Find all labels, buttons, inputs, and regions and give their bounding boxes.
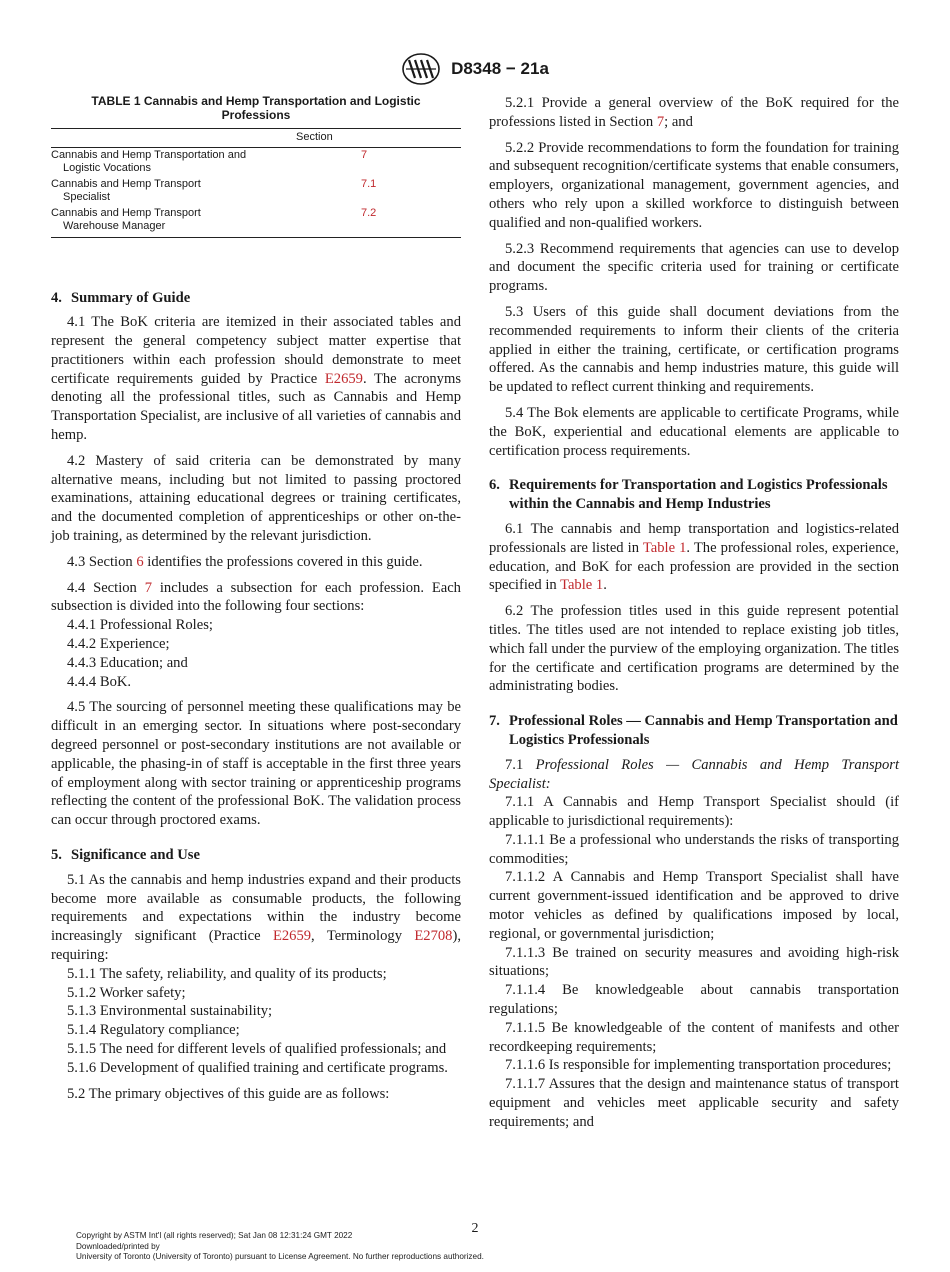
paragraph-5-2-3: 5.2.3 Recommend requirements that agencies can use to develop and document the specific criteria used for training or certificate programs. (489, 240, 899, 295)
page-header (0, 52, 950, 86)
paragraph-5-2: 5.2 The primary objectives of this guide are as follows: (67, 1085, 390, 1102)
paragraph-4-2: 4.2 Mastery of said criteria can be demonstrated by many alternative means, including but not limited to passing proctored examinations, attaining educational degrees or training certificates, and the documented completion of apprenticeships or other on-the-job training, as determined by the relevant jurisdiction. (51, 452, 461, 545)
list-item: 7.1.1.3 Be trained on security measures and avoiding high-risk situations; (489, 944, 899, 980)
list-item: 7.1.1.1 Be a professional who understands the risks of transporting commodities; (489, 831, 899, 867)
list-item: 5.1.3 Environmental sustainability; (67, 1003, 273, 1020)
paragraph-5-1: 5.1 As the cannabis and hemp industries expand and their products become more available as consumable products, the following requirements and expectations within the industry become increasingly significant (Practice E2659, Terminology E2708), requiring: (51, 871, 461, 963)
paragraph-4-3: 4.3 Section 6 identifies the professions covered in this guide. (67, 553, 423, 570)
list-item: 4.4.3 Education; and (67, 654, 188, 671)
list-item: 5.1.2 Worker safety; (67, 984, 186, 1001)
table-title: TABLE 1 Cannabis and Hemp Transportation and Logistic Professions (91, 94, 421, 122)
list-item: 7.1.1.6 Is responsible for implementing transportation procedures; (505, 1057, 892, 1074)
paragraph-6-2: 6.2 The profession titles used in this guide represent potential titles. The titles used are not intended to replace existing job titles, which fall under the purview of the employing organization. The titles for the certificate and certification programs are determined by the administrating bodies. (489, 603, 900, 695)
table-row: Cannabis and Hemp Transport Warehouse Manager 7.2 (51, 206, 461, 238)
link-e2708[interactable]: E2708 (414, 928, 453, 945)
paragraph-5-2-1: 5.2.1 Provide a general overview of the BoK required for the professions listed in Section 7; and (489, 95, 899, 130)
paragraph-5-3: 5.3 Users of this guide shall document deviations from the recommended requirements to inform their clients of the criteria applied in either the training, certificate, or certification programs offered. As the cannabis and hemp industries mature, this guide will be updated to reflect current thinking and requirements. (489, 303, 899, 396)
list-item: 4.4.2 Experience; (67, 636, 170, 653)
list-item: 7.1.1 A Cannabis and Hemp Transport Specialist should (if applicable to jurisdictional requirements): (489, 794, 899, 830)
link-e2659[interactable]: E2659 (272, 928, 312, 945)
list-item: 4.4.1 Professional Roles; (67, 617, 213, 634)
link-table-1[interactable]: Table 1 (560, 577, 604, 594)
section-4-heading: 4. Summary of Guide (51, 289, 191, 306)
link-section-7[interactable]: 7 (144, 579, 152, 596)
copyright-footer: Copyright by ASTM Int'l (all rights reserved); Sat Jan 08 12:31:24 GMT 2022 Downloaded/printed by University of Toronto (University of Toronto) pursuant to License Agreement. No further reproductions authorized. (76, 1231, 484, 1261)
list-item: 5.1.4 Regulatory compliance; (67, 1022, 240, 1039)
paragraph-5-4: 5.4 The Bok elements are applicable to certificate Programs, while the BoK, experiential and educational elements are applicable to certification process requirements. (489, 404, 899, 459)
list-item: 4.4.4 BoK. (67, 673, 132, 690)
link-e2659[interactable]: E2659 (324, 370, 363, 387)
list-item: 5.1.1 The safety, reliability, and quality of its products; (67, 965, 387, 982)
list-item: 7.1.1.5 Be knowledgeable of the content of manifests and other recordkeeping requirements; (489, 1019, 899, 1055)
page-number: 2 (471, 1221, 479, 1236)
list-item: 5.1.5 The need for different levels of qualified professionals; and (67, 1040, 447, 1057)
astm-logo-icon (401, 52, 441, 86)
link-section-7[interactable]: 7 (656, 113, 665, 130)
left-column (51, 94, 461, 1110)
document-id: D8348 − 21a (451, 59, 549, 78)
list-item: 7.1.1.4 Be knowledgeable about cannabis transportation regulations; (489, 982, 899, 1018)
section-7-heading: 7. Professional Roles — Cannabis and Hemp Transportation and Logistics Professionals (489, 713, 898, 748)
table-row: Cannabis and Hemp Transportation and Logistic Vocations 7 (51, 147, 461, 177)
paragraph-4-5: 4.5 The sourcing of personnel meeting these qualifications may be difficult in an emerging sector. In situations where post-secondary degreed personnel or post-secondary institutions are not available or applicable, the phasing-in of staff is acceptable in the first three years of employment along with sector training or apprenticeship programs reflecting the content of the professional BoK. The validation process can occur through proctored exams. (51, 699, 461, 829)
list-item: 7.1.1.7 Assures that the design and maintenance status of transport equipment and vehicles meet applicable security and safety requirements; and (489, 1076, 899, 1130)
table-link-section[interactable]: 7 (361, 148, 368, 161)
paragraph-7-1: 7.1 Professional Roles — Cannabis and Hemp Transport Specialist: (489, 756, 899, 792)
table-row: Cannabis and Hemp Transport Specialist 7.1 (51, 177, 461, 206)
section-5-heading: 5. Significance and Use (51, 847, 200, 864)
link-table-1[interactable]: Table 1 (642, 539, 687, 556)
professions-table (51, 128, 461, 238)
paragraph-4-4: 4.4 Section 7 includes a subsection for each profession. Each subsection is divided into the following four sections: (51, 579, 461, 615)
list-item: 7.1.1.2 A Cannabis and Hemp Transport Specialist shall have current government-issued identification and be approved to drive motor vehicles as defined by qualifications imposed by local, regional, or governmental jurisdiction; (489, 869, 899, 942)
paragraph-6-1: 6.1 The cannabis and hemp transportation and logistics-related professionals are listed in Table 1. The professional roles, experience, education, and BoK for each profession are provided in the section specified in Table 1. (489, 520, 899, 594)
link-section-6[interactable]: 6 (136, 553, 144, 570)
table-header-section: Section (51, 129, 461, 148)
list-item: 5.1.6 Development of qualified training and certificate programs. (67, 1059, 448, 1076)
paragraph-5-2-2: 5.2.2 Provide recommendations to form the foundation for training and subsequent recognition/certificate systems that enable consumers, employers, organizational management, government agencies, and others who rely upon a skilled workforce to distinguish between qualified and non-qualified workers. (489, 139, 899, 231)
right-column (489, 94, 899, 1132)
section-6-heading: 6. Requirements for Transportation and Logistics Professionals within the Cannabis and Hemp Industries (489, 477, 888, 513)
paragraph-4-1: 4.1 The BoK criteria are itemized in their associated tables and represent the general competency subject matter expertise that practitioners within each profession should demonstrate to meet certificate requirements guided by Practice E2659. The acronyms denoting all the professional titles, such as Cannabis and Hemp Transportation Specialist, are inclusive of all varieties of cannabis and hemp. (51, 314, 461, 444)
table-link-section[interactable]: 7.1 (361, 177, 377, 190)
table-link-section[interactable]: 7.2 (361, 206, 461, 238)
